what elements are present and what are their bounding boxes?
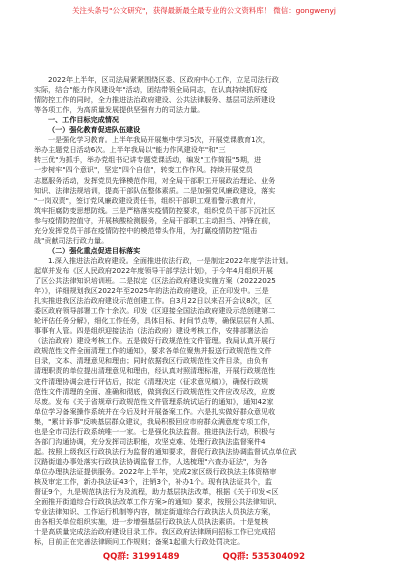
qq-group-2: QQ群: 535304092 bbox=[222, 552, 306, 562]
paragraph-line: 清理职责的单位提出清理意见和理由，经认真对照清理标准，开展行政规范性 bbox=[34, 366, 276, 376]
paragraph-line: （法治政府）建设考核工作。五是做好行政规范性文件管理。我局认真开展行 bbox=[34, 336, 276, 346]
paragraph-line: 目录，文本、清理意见和理由；同时依据我区行政规范性文件目录，由负有 bbox=[34, 356, 269, 366]
paragraph-line: 了区公共法律知识培训班。二是拟定《区法治政府建设实施方案（20222025 bbox=[34, 276, 276, 285]
section-heading: （二）强化重点促进目标落实 bbox=[48, 245, 141, 255]
paragraph-line: 由各相关单位组织实施，进一步增强基层行政执法人员执法素质。十是复核 bbox=[34, 517, 269, 527]
paragraph-line: 督证9个，九是规范执法行为及流程，助力基层执法改革，根据《关于印发<区 bbox=[34, 487, 279, 497]
paragraph-line: 扎实推进我区法治政府建设示范创建工作。自3月22日以来召开会议8次，区 bbox=[34, 296, 272, 306]
paragraph-line: 充分发挥党员干部在疫情防控中的模范带头作用，为打赢疫情防控"阻击 bbox=[34, 225, 258, 235]
paragraph-line: 汉路街道办事处落实行政执法协调监督工作，人选梳理"六查办证法"，为各 bbox=[34, 456, 268, 466]
paragraph-line: 情防控工作的同时，全力推进法治政府建设、公共法律服务、基层司法所建设 bbox=[34, 95, 276, 105]
paragraph-line: 1.深入推进法治政府建设。全面推进依法行政，一是制定2022年度学法计划。 bbox=[48, 255, 293, 265]
paragraph-line: 举办主题党日活动6次。上半年我局以"能力作风建设年"和"三 bbox=[34, 145, 226, 155]
paragraph-line: 战"贡献司法行政力量。 bbox=[34, 235, 109, 245]
paragraph-line: "一岗双责"，签订党风廉政建设责任书，组织干部职工观看警示教育片， bbox=[34, 195, 261, 205]
paragraph-line: 文件清理协调会进行评估后，拟定《清理决定（征求意见稿）》，确保行政规 bbox=[34, 376, 269, 386]
paragraph-line: 尽废。发布《关于省规章行政规范性文件管理系统试运行的通知》，通知42家 bbox=[34, 396, 274, 406]
paragraph-line: 转三优"为抓手，举办党组书记讲专题党课活动，编发"工作简报"5期，进 bbox=[34, 155, 262, 165]
paragraph-line: 也是全市司法行政系统唯一一家。七是强化执法监督。推进执法行动，积极与 bbox=[34, 426, 276, 436]
qq-group-1: QQ群: 31991489 bbox=[102, 552, 180, 562]
paragraph-line: 起。按照上级我区行政执法行为监督的通知要求，督促行政执法协调监督试点单位武 bbox=[34, 446, 297, 456]
paragraph-line: 实际，结合"能力作风建设年"活动，团结带领全局同志，在认真持续抓好疫 bbox=[34, 85, 268, 95]
paragraph-line: 一步树牢"四个意识"，坚定"四个自信"，转变工作作风。持续开展党员 bbox=[34, 165, 253, 175]
paragraph-line: 志愿服务活动，发挥党员先锋模范作用，对全局干部职工开展政治理论、业务 bbox=[34, 175, 276, 185]
section-heading: （一）强化教育促进队伍建设 bbox=[48, 125, 141, 135]
paragraph-line: 单位学习备案操作系统并在今后及时开展备案工作。六是扎实做好群众意见收 bbox=[34, 406, 276, 416]
paragraph-line: 政规范性文件全面清理工作的通知》，要求各单位聚焦并报送行政规范性文件 bbox=[34, 346, 272, 356]
paragraph-line: 知识、法律法规培训，提高干部队伍整体素质。二是加强党风廉政建设，落实 bbox=[34, 185, 276, 195]
section-heading: 一、工作目标完成情况 bbox=[48, 115, 119, 125]
paragraph-line: 2022年上半年，区司法局紧紧围绕区委、区政府中心工作，立足司法行政 bbox=[48, 75, 279, 84]
paragraph-line: 起草并发布《区人民政府2022年度领导干部学法计划》，于今年4月组织开展 bbox=[34, 265, 273, 275]
promo-banner: 关注头条号"公文研究"，获得最新最全最专业的公文资料库！ 微信：gongwenyj bbox=[72, 6, 336, 15]
paragraph-line: 核及审定工作，新办执法证43个，注销3个，补办1个。现有执法证共个，监 bbox=[34, 477, 272, 486]
paragraph-line: 各部门沟通协调，充分发挥司法职能，攻坚克难、处理行政执法监督案件4 bbox=[34, 436, 266, 446]
paragraph-line: 全面推开街道综合行政执法改革工作方案>的通知》要求，按照公共法律知识、 bbox=[34, 497, 282, 507]
paragraph-line: 委区政府领导部署工作十余次。印发《区迎接全国法治政府建设示范创建第二 bbox=[34, 306, 276, 316]
paragraph-line: 参与疫情防控值守，开展核酸检测服务，全局干部职工主动担当、冲锋在前， bbox=[34, 215, 276, 225]
paragraph-line: 范性文件清理的全面、准确和彻底，做到我区行政规范性文件应改尽改，应废 bbox=[34, 386, 276, 396]
footer-qq-groups bbox=[0, 550, 408, 562]
paragraph-line: 集，"累计诉事"反映基层群众建议，我局积极回应市府群众满意度专项工作， bbox=[34, 416, 275, 426]
paragraph-line: 一是强化学习教育。上半年我局开展集中学习5次，开展党课教育1次， bbox=[48, 135, 270, 145]
paragraph-line: 轮评估任务分解》，细化工作任务，具体目标、时间节点等，确保层层有人抓、 bbox=[34, 316, 279, 326]
paragraph-line: 单位办理执法证提供服务。2022年上半年，完成2家区级行政执法主体资格审 bbox=[34, 466, 277, 476]
paragraph-line: 事事有人管。四是组织迎接法治（法治政府）建设考核工作，安排部署法治 bbox=[34, 326, 269, 336]
paragraph-line: 年）》，详细规划我区2022年至2025年的法治政府建设，正在印发中。三是 bbox=[34, 286, 269, 296]
paragraph-line: 十是高质量完成法治政府建设目录工作。我区政府法律顾问招标工作已完成招 bbox=[34, 527, 276, 537]
paragraph-line: 标，目前正在完善法律顾问工作规则；备案1起重大行政处罚决定。 bbox=[34, 537, 245, 547]
paragraph-line: 等各项工作，为高质量发展提供坚强有力的司法力量。 bbox=[34, 105, 205, 115]
paragraph-line: 专业法律知识、工作运行机制等内容，制定街道综合行政执法人员执法方案， bbox=[34, 507, 276, 517]
paragraph-line: 筑牢拒腐防变思想防线。三是严格落实疫情防控要求，组织党员干部下沉社区 bbox=[34, 205, 276, 215]
